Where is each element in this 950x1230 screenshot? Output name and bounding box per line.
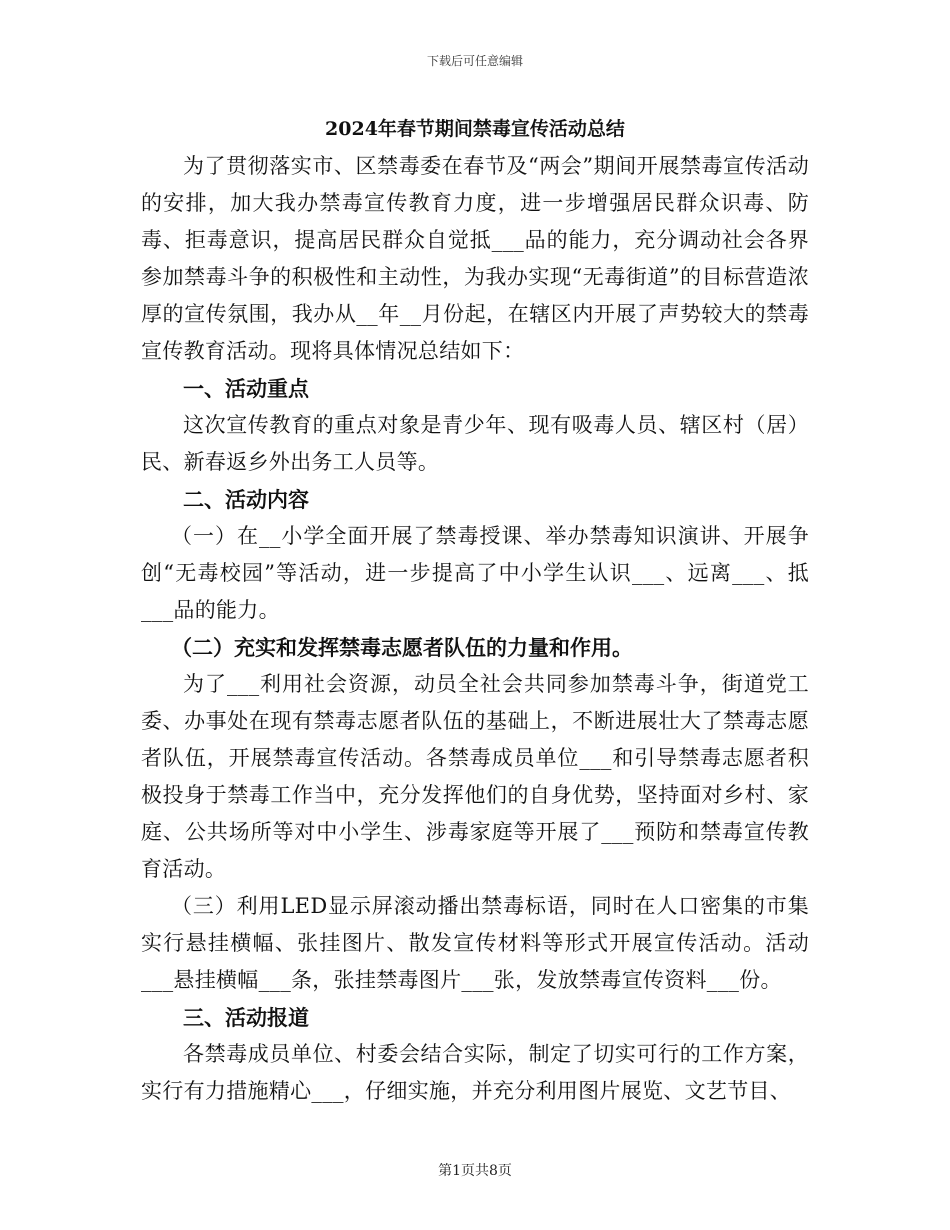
content-item-2-heading: （二）充实和发挥禁毒志愿者队伍的力量和作用。 — [171, 635, 633, 660]
content-item-1: （一）在__小学全面开展了禁毒授课、举办禁毒知识演讲、开展争创“无毒校园”等活动，进一步提高了中小学生认识___、远离___、抵___品的能力。 — [141, 524, 809, 622]
page-footer: 第1页共8页 — [438, 1163, 512, 1179]
document-body — [141, 112, 809, 1110]
section-heading-report: 三、活动报道 — [183, 1005, 309, 1030]
focus-paragraph: 这次宣传教育的重点对象是青少年、现有吸毒人员、辖区村（居）民、新春返乡外出务工人员等。 — [141, 413, 809, 474]
section-heading-focus: 一、活动重点 — [183, 376, 309, 401]
document-title: 2024年春节期间禁毒宣传活动总结 — [325, 118, 625, 140]
report-paragraph: 各禁毒成员单位、村委会结合实际，制定了切实可行的工作方案，实行有力措施精心___，仔细实施，并充分利用图片展览、文艺节目、 — [141, 1042, 809, 1103]
content-item-3: （三）利用LED显示屏滚动播出禁毒标语，同时在人口密集的市集实行悬挂横幅、张挂图片、散发宣传材料等形式开展宣传活动。活动___悬挂横幅___条，张挂禁毒图片___张，发放禁毒宣传资料___份。 — [141, 894, 809, 992]
section-heading-content: 二、活动内容 — [183, 487, 309, 512]
header-note: 下载后可任意编辑 — [426, 54, 523, 68]
content-item-2-paragraph: 为了___利用社会资源，动员全社会共同参加禁毒斗争，街道党工委、办事处在现有禁毒志愿者队伍的基础上，不断进展壮大了禁毒志愿者队伍，开展禁毒宣传活动。各禁毒成员单位___和引导禁毒志愿者积极投身于禁毒工作当中，充分发挥他们的自身优势，坚持面对乡村、家庭、公共场所等对中小学生、涉毒家庭等开展了___预防和禁毒宣传教育活动。 — [141, 672, 809, 881]
intro-paragraph: 为了贯彻落实市、区禁毒委在春节及“两会”期间开展禁毒宣传活动的安排，加大我办禁毒宣传教育力度，进一步增强居民群众识毒、防毒、拒毒意识，提高居民群众自觉抵___品的能力，充分调动社会各界参加禁毒斗争的积极性和主动性，为我办实现“无毒街道”的目标营造浓厚的宣传氛围，我办从__年__月份起，在辖区内开展了声势较大的禁毒宣传教育活动。现将具体情况总结如下： — [141, 154, 809, 363]
